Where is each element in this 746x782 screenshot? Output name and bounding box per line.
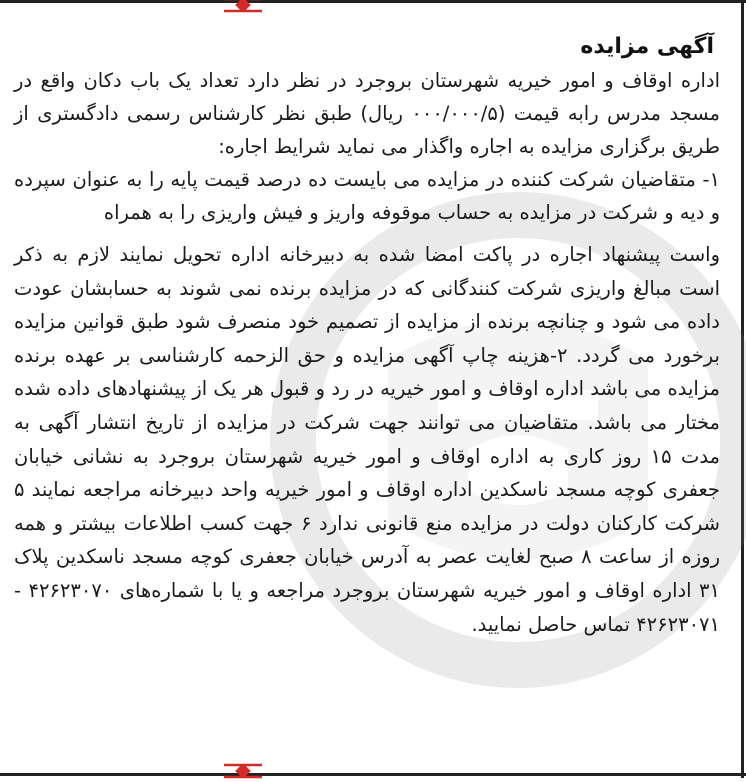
notice-content	[14, 30, 720, 641]
right-border	[741, 0, 744, 778]
top-diamond-arrow-icon	[218, 0, 268, 16]
notice-title: آگهی مزایده	[580, 34, 714, 59]
bottom-border	[0, 773, 746, 776]
notice-intro: اداره اوقاف و امور خیریه شهرستان بروجرد در نظر دارد تعداد یک باب دکان واقع در مسجد مدرس رابه قیمت (۰۰۰/۰۰۰/۵ ریال) طبق نظر کارشناس رسمی دادگستری از طریق برگزاری مزایده به اجاره واگذار می نماید شرایط اجاره:	[14, 69, 720, 158]
condition-1: ۱- متقاضیان شرکت کننده در مزایده می بایست ده درصد قیمت پایه را به عنوان سپرده و دیه و شرکت در مزایده به حساب موقوفه واریز و فیش واریزی را به همراه	[14, 168, 720, 224]
top-border	[0, 0, 746, 3]
notice-continuation: واست پیشنهاد اجاره در پاکت امضا شده به دبیرخانه اداره تحویل نمایند لازم به ذکر است مبالغ واریزی شرکت کنندگانی که در مزایده برنده نمی شوند به حسابشان عودت داده می شود و چنانچه برنده از مزایده از تصمیم خود منصرف شود طبق قوانین مزایده برخورد می گردد. ۲-هزینه چاپ آگهی مزایده و حق الزحمه کارشناسی بر عهده برنده مزایده می باشد اداره اوقاف و امور خیریه در رد و قبول هر یک از پیشنهادهای داده شده مختار می باشد. متقاضیان می توانند جهت شرکت در مزایده از تاریخ انتشار آگهی به مدت ۱۵ روز کاری به اداره اوقاف و امور خیریه شهرستان بروجرد به نشانی خیابان جعفری کوچه مسجد ناسکدین اداره اوقاف و امور خیریه واحد دبیرخانه مراجعه نمایند ۵ شرکت کارکنان دولت در مزایده منع قانونی ندارد ۶ جهت کسب اطلاعات بیشتر و همه روزه از ساعت ۸ صبح لغایت عصر به آدرس خیابان جعفری کوچه مسجد ناسکدین پلاک ۳۱ اداره اوقاف و امور خیریه شهرستان بروجرد مراجعه و یا با شماره‌های ۴۲۶۲۳۰۷۰ - ۴۲۶۲۳۰۷۱ تماس حاصل نمایید.	[14, 243, 721, 636]
bottom-diamond-arrow-icon	[218, 760, 268, 782]
